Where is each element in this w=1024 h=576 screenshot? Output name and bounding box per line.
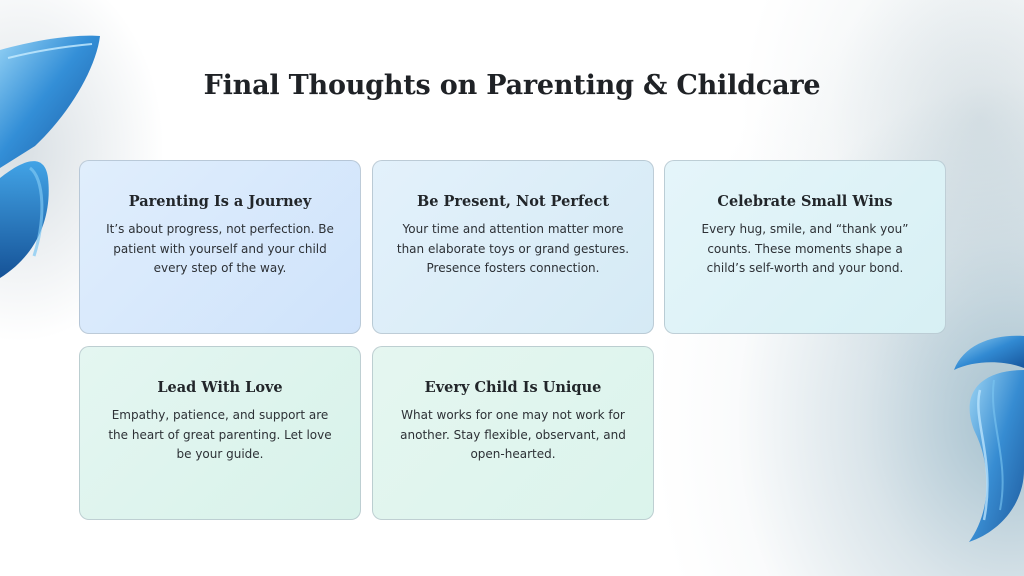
slide-title: Final Thoughts on Parenting & Childcare [203,70,821,102]
card-body: Every hug, smile, and “thank you” counts. These moments shape a child’s self-worth and your bond. [701,222,909,275]
card-body: What works for one may not work for another. Stay flexible, observant, and open-hearted. [400,408,626,461]
card-heading: Celebrate Small Wins [717,193,893,210]
card-body: It’s about progress, not perfection. Be patient with yourself and your child every step of the way. [106,222,334,275]
card-be-present [372,160,654,334]
card-heading: Lead With Love [157,379,283,396]
card-body: Empathy, patience, and support are the heart of great parenting. Let love be your guide. [108,408,332,461]
card-heading: Parenting Is a Journey [128,193,312,210]
card-parenting-journey [79,160,361,334]
card-body: Your time and attention matter more than elaborate toys or grand gestures. Presence fosters connection. [396,222,630,275]
card-every-child-unique [372,346,654,520]
card-lead-with-love [79,346,361,520]
card-celebrate-wins [664,160,946,334]
decorative-glass-shape-right [944,330,1024,550]
card-heading: Be Present, Not Perfect [416,193,610,210]
card-heading: Every Child Is Unique [424,379,602,396]
